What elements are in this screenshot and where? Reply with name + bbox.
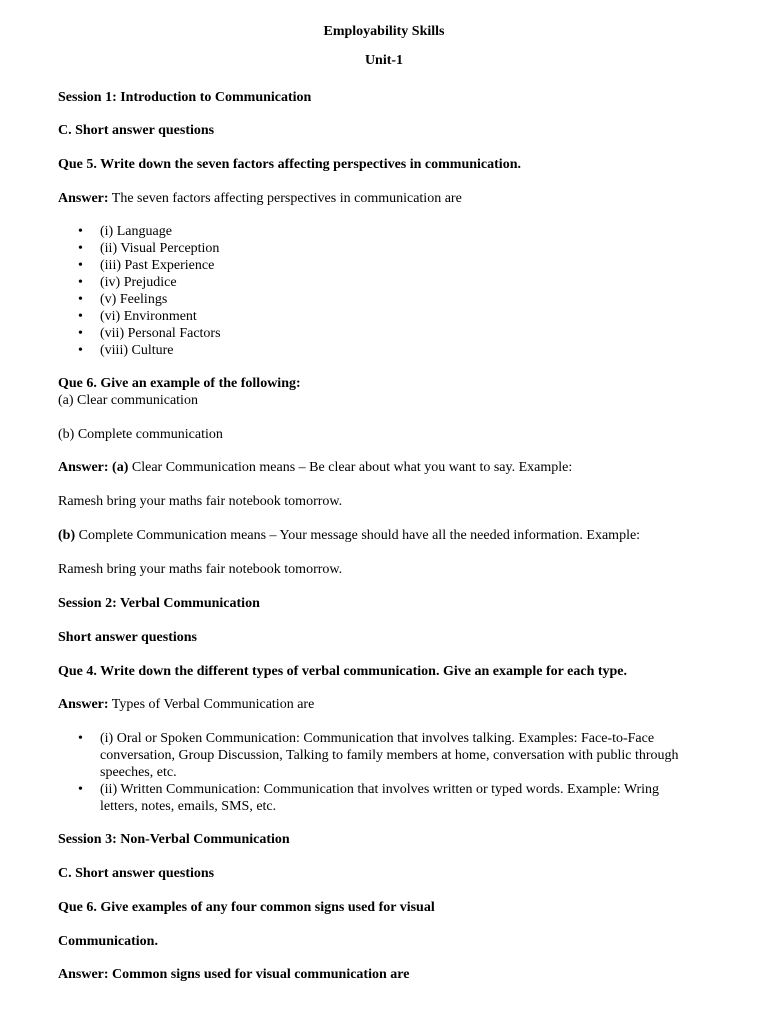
example-clear: Ramesh bring your maths fair notebook tomorrow. <box>58 494 343 509</box>
list-item: • (i) Language <box>58 223 221 240</box>
answer-label: Answer: (a) <box>58 460 129 475</box>
list-item: • (i) Oral or Spoken Communication: Communication that involves talking. Examples: Face-to-Face conversation, Group Discussion, Talking to family members at home, conversation with public through speeches, etc. <box>58 730 690 781</box>
question-4: Que 4. Write down the different types of verbal communication. Give an example for each type. <box>58 664 628 679</box>
answer-label: (b) <box>58 528 76 543</box>
session-1-subheading: C. Short answer questions <box>58 123 215 138</box>
list-item: • (vi) Environment <box>58 308 221 325</box>
list-item: • (vii) Personal Factors <box>58 325 221 342</box>
answer-signs: Answer: Common signs used for visual communication are <box>58 967 410 982</box>
question-6-signs-continued: Communication. <box>58 934 158 949</box>
question-6-part-b: (b) Complete communication <box>58 427 223 442</box>
session-2-subheading: Short answer questions <box>58 630 197 645</box>
example-complete: Ramesh bring your maths fair notebook tomorrow. <box>58 562 343 577</box>
question-6: Que 6. Give an example of the following: <box>58 376 301 391</box>
unit-heading: Unit-1 <box>364 53 404 68</box>
answer-label: Answer: <box>58 697 109 712</box>
session-1-heading: Session 1: Introduction to Communication <box>58 90 312 105</box>
list-item: • (iv) Prejudice <box>58 274 221 291</box>
verbal-types-list <box>58 730 690 815</box>
answer-6-a <box>58 459 572 476</box>
session-3-heading: Session 3: Non-Verbal Communication <box>58 832 290 847</box>
list-item: • (v) Feelings <box>58 291 221 308</box>
list-item: • (ii) Written Communication: Communication that involves written or typed words. Example: Wring letters, notes, emails, SMS, etc. <box>58 781 690 815</box>
answer-text: Clear Communication means – Be clear about what you want to say. Example: <box>128 460 573 475</box>
question-6-signs: Que 6. Give examples of any four common signs used for visual <box>58 900 435 915</box>
document-title: Employability Skills <box>323 24 445 39</box>
list-item: • (viii) Culture <box>58 342 221 359</box>
session-3-subheading: C. Short answer questions <box>58 866 215 881</box>
factors-list <box>58 223 221 359</box>
answer-5 <box>58 190 462 207</box>
question-6-part-a: (a) Clear communication <box>58 393 198 408</box>
list-item: • (iii) Past Experience <box>58 257 221 274</box>
answer-text: The seven factors affecting perspectives in communication are <box>108 191 462 206</box>
list-item: • (ii) Visual Perception <box>58 240 221 257</box>
session-2-heading: Session 2: Verbal Communication <box>58 596 260 611</box>
answer-text: Complete Communication means – Your message should have all the needed information. Example: <box>75 528 641 543</box>
answer-label: Answer: <box>58 191 109 206</box>
answer-6-b <box>58 527 640 544</box>
answer-text: Types of Verbal Communication are <box>108 697 315 712</box>
question-5: Que 5. Write down the seven factors affecting perspectives in communication. <box>58 157 521 172</box>
answer-4 <box>58 696 314 713</box>
